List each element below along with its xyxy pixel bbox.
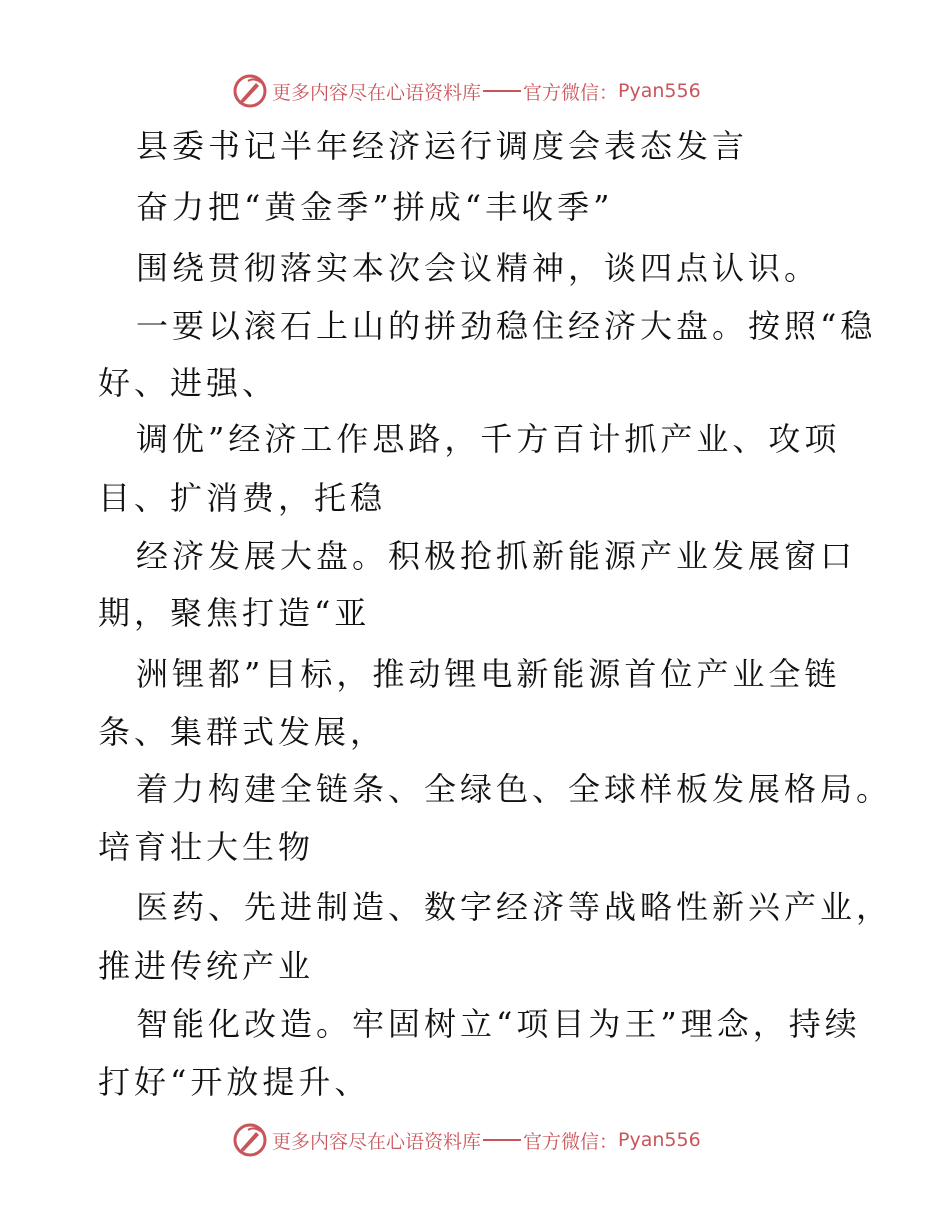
banner-dash	[483, 1139, 521, 1141]
paragraph-line: 医药、先进制造、数字经济等战略性新兴产业，	[136, 888, 893, 926]
paragraph-line: 着力构建全链条、全绿色、全球样板发展格局。	[136, 770, 893, 808]
document-subtitle: 奋力把“黄金季”拼成“丰收季”	[136, 188, 614, 226]
banner-dash	[483, 90, 521, 92]
document-title: 县委书记半年经济运行调度会表态发言	[136, 127, 749, 165]
banner-wechat-label: 官方微信：	[523, 81, 619, 104]
paragraph-line: 打好“开放提升、	[98, 1063, 371, 1101]
paragraph-line: 调优”经济工作思路，千方百计抓产业、攻项	[136, 420, 841, 458]
banner-wechat-label: 官方微信：	[523, 1130, 619, 1153]
banner-text: 更多内容尽在心语资料库	[272, 1130, 482, 1153]
paragraph-line: 期，聚焦打造“亚	[98, 594, 371, 632]
paragraph-line: 好、进强、	[98, 364, 279, 402]
paragraph-line: 培育壮大生物	[98, 828, 315, 866]
paragraph-line: 推进传统产业	[98, 947, 315, 985]
pen-logo-icon	[232, 1122, 268, 1158]
banner-text: 更多内容尽在心语资料库	[272, 81, 482, 104]
banner-wechat-id: Pyan556	[618, 1129, 701, 1151]
footer-watermark-banner	[232, 1120, 701, 1160]
pen-logo-icon	[232, 73, 268, 109]
paragraph-line: 智能化改造。牢固树立“项目为王”理念，持续	[136, 1005, 861, 1043]
paragraph-line: 一要以滚石上山的拼劲稳住经济大盘。按照“稳	[136, 307, 877, 345]
banner-wechat-id: Pyan556	[618, 80, 701, 102]
paragraph-line: 经济发展大盘。积极抢抓新能源产业发展窗口	[136, 537, 857, 575]
paragraph-line: 条、集群式发展，	[98, 713, 387, 751]
header-watermark-banner	[232, 71, 701, 111]
paragraph-line: 洲锂都”目标，推动锂电新能源首位产业全链	[136, 655, 841, 693]
paragraph-line: 目、扩消费，托稳	[98, 479, 387, 517]
paragraph-line: 围绕贯彻落实本次会议精神，谈四点认识。	[136, 249, 821, 287]
